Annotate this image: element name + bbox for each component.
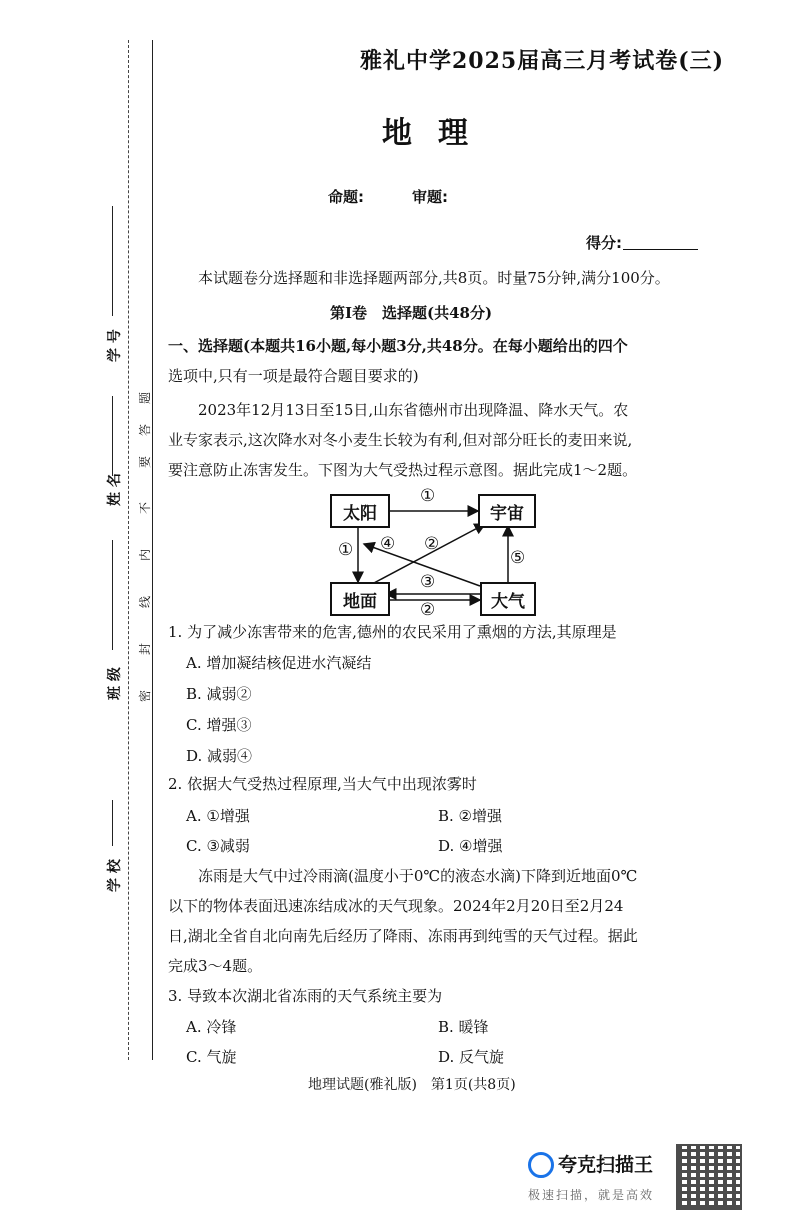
q2-option-c[interactable]: C. ③减弱 (186, 837, 250, 855)
seal-word: 密 (138, 689, 152, 702)
question-3-stem: 3. 导致本次湖北省冻雨的天气系统主要为 (168, 987, 443, 1005)
student-id-line (112, 206, 113, 316)
passage-line: 业专家表示,这次降水对冬小麦生长较为有利,但对部分旺长的麦田来说, (168, 431, 633, 449)
seal-word: 答 (138, 423, 152, 436)
score-label: 得分: (586, 234, 622, 252)
school-line (112, 800, 113, 846)
label-1-left: ① (338, 540, 354, 560)
intro-text: 本试题卷分选择题和非选择题两部分,共8页。时量75分钟,满分100分。 (198, 269, 670, 287)
name-line (112, 396, 113, 476)
name-label: 姓 名 (107, 473, 123, 506)
q1-option-d[interactable]: D. 减弱④ (186, 747, 253, 765)
score-blank[interactable] (623, 249, 698, 250)
exam-title: 雅礼中学2025届高三月考试卷(三) (360, 48, 725, 74)
label-3: ③ (420, 572, 436, 592)
instruction-line: 一、选择题(本题共16小题,每小题3分,共48分。在每小题给出的四个 (168, 337, 628, 355)
subject-title: 地理 (382, 116, 494, 151)
q1-option-b[interactable]: B. 减弱② (186, 685, 252, 703)
seal-word: 不 (138, 501, 152, 514)
class-label: 班 级 (107, 667, 123, 700)
quark-logo-icon (528, 1152, 554, 1178)
space-box: 宇宙 (478, 494, 536, 528)
student-id-label: 学 号 (107, 329, 123, 362)
class-line (112, 540, 113, 650)
atmosphere-box: 大气 (480, 582, 536, 616)
q2-option-a[interactable]: A. ①增强 (186, 807, 250, 825)
q3-option-b[interactable]: B. 暖锋 (438, 1018, 489, 1036)
passage-line: 日,湖北全省自北向南先后经历了降雨、冻雨再到纯雪的天气过程。据此 (168, 927, 638, 945)
seal-word: 题 (138, 391, 152, 404)
scanner-slogan: 极速扫描，就是高效 (528, 1188, 655, 1202)
seal-word: 内 (138, 548, 152, 561)
seal-word: 要 (138, 455, 152, 468)
section-title: 第Ⅰ卷 选择题(共48分) (330, 304, 493, 322)
question-2-stem: 2. 依据大气受热过程原理,当大气中出现浓雾时 (168, 775, 477, 793)
label-5: ⑤ (510, 548, 526, 568)
label-2-diagonal: ② (424, 534, 440, 554)
q3-option-c[interactable]: C. 气旋 (186, 1048, 237, 1066)
passage-line: 冻雨是大气中过冷雨滴(温度小于0℃的液态水滴)下降到近地面0℃ (198, 867, 638, 885)
scanner-brand: 夸克扫描王 (558, 1154, 654, 1176)
instruction-line: 选项中,只有一项是最符合题目要求的) (168, 367, 419, 385)
q3-option-d[interactable]: D. 反气旋 (438, 1048, 505, 1066)
passage-line: 2023年12月13日至15日,山东省德州市出现降温、降水天气。农 (198, 401, 629, 419)
page-footer: 地理试题(雅礼版) 第1页(共8页) (308, 1077, 516, 1093)
passage-line: 要注意防止冻害发生。下图为大气受热过程示意图。据此完成1～2题。 (168, 461, 638, 479)
q2-option-b[interactable]: B. ②增强 (438, 807, 503, 825)
q1-option-c[interactable]: C. 增强③ (186, 716, 252, 734)
seal-word: 封 (138, 642, 152, 655)
passage-line: 完成3～4题。 (168, 957, 263, 975)
q3-option-a[interactable]: A. 冷锋 (186, 1018, 237, 1036)
label-1-top: ① (420, 486, 436, 506)
question-1-stem: 1. 为了减少冻害带来的危害,德州的农民采用了熏烟的方法,其原理是 (168, 623, 617, 641)
reviewer-label: 审题: (412, 188, 448, 206)
passage-line: 以下的物体表面迅速冻结成冰的天气现象。2024年2月20日至2月24 (168, 897, 624, 915)
seal-word: 线 (138, 595, 152, 608)
setter-label: 命题: (328, 188, 364, 206)
binding-dashed-line (128, 40, 129, 1060)
label-4: ④ (380, 534, 396, 554)
q1-option-a[interactable]: A. 增加凝结核促进水汽凝结 (186, 654, 372, 672)
sun-box: 太阳 (330, 494, 390, 528)
ground-box: 地面 (330, 582, 390, 616)
q2-option-d[interactable]: D. ④增强 (438, 837, 503, 855)
label-2-bottom: ② (420, 600, 436, 620)
qr-code-icon (676, 1144, 742, 1210)
school-label: 学 校 (107, 859, 123, 892)
